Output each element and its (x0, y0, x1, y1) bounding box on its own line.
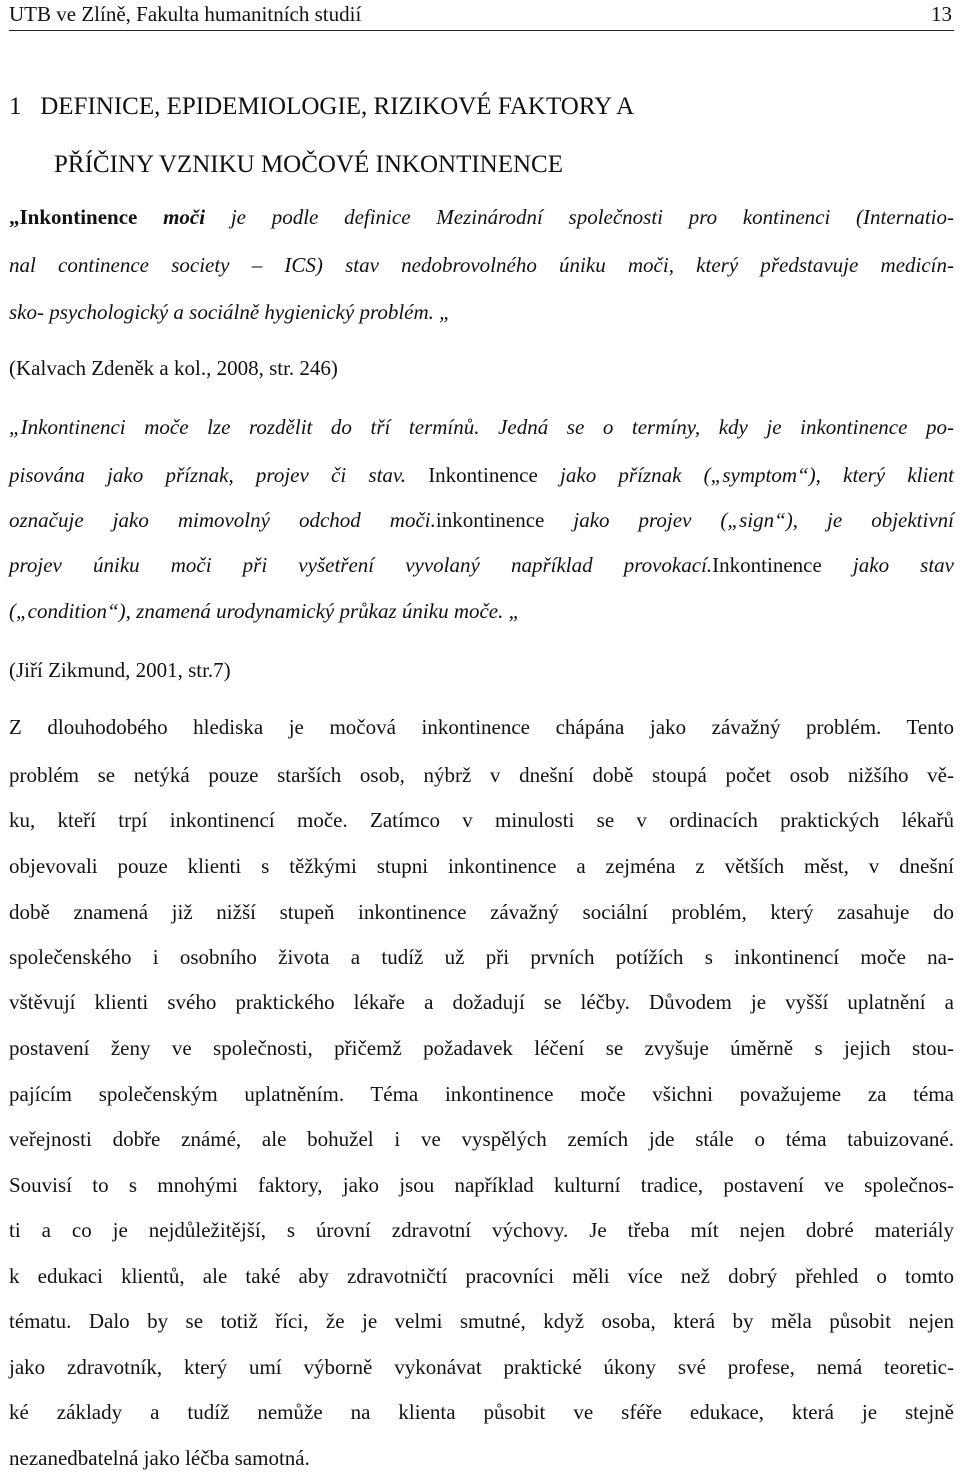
body-line: vštěvují klienti svého praktického lékaře a dožadují se léčby. Důvodem je vyšší uplatnění a (9, 990, 954, 1014)
body-line: k edukaci klientů, ale také aby zdravotničtí pracovníci měli více než dobrý přehled o tomto (9, 1264, 954, 1288)
quote2-line-2-normal: Inkontinence (428, 463, 538, 487)
quote2-citation: (Jiří Zikmund, 2001, str.7) (9, 658, 231, 682)
quote2-line-4-italic: projev úniku moči při vyšetření vyvolaný například provokací. (9, 553, 713, 577)
quote1-line-2: nal continence society – ICS) stav nedobrovolného úniku moči, který představuje medicín- (9, 253, 954, 277)
body-line: objevovali pouze klienti s těžkými stupni inkontinence a zejména z větších měst, v dnešní (9, 854, 954, 878)
chapter-number: 1 (9, 93, 22, 120)
quote1-line-3: sko- psychologický a sociálně hygienický problém. „ (9, 300, 451, 324)
quote2-line-5: („condition“), znamená urodynamický průkaz úniku moče. „ (9, 599, 521, 623)
quote2-line-3-italic: označuje jako mimovolný odchod moči. (9, 508, 436, 532)
quote2-line-3-normal: inkontinence (435, 508, 545, 532)
quote2-line-3 (9, 505, 954, 535)
quote2-line-4-rest: jako stav (821, 553, 955, 577)
body-line: ké základy a tudíž nemůže na klienta působit ve sféře edukace, která je stejně (9, 1400, 954, 1424)
chapter-title-line-2: PŘÍČINY VZNIKU MOČOVÉ INKONTINENCE (54, 151, 563, 178)
chapter-heading-line-1 (9, 78, 954, 136)
running-header (9, 0, 954, 31)
quote1-line-1 (9, 202, 954, 232)
quote2-line-2 (9, 460, 954, 490)
body-line: nezanedbatelná jako léčba samotná. (9, 1446, 310, 1470)
header-title: UTB ve Zlíně, Fakulta humanitních studií (9, 2, 362, 26)
body-line: době znamená již nižší stupeň inkontinence závažný sociální problém, který zasahuje do (9, 900, 954, 924)
body-line: postavení ženy ve společnosti, přičemž požadavek léčení se zvyšuje úměrně s jejich stou- (9, 1036, 954, 1060)
quote2-line-3-rest: jako projev („sign“), je objektivní (544, 508, 954, 532)
body-line: ku, kteří trpí inkontinencí moče. Zatímco v minulosti se v ordinacích praktických lékařů (9, 808, 954, 832)
body-line: Z dlouhodobého hlediska je močová inkontinence chápána jako závažný problém. Tento (9, 715, 954, 739)
quote1-line-1-bold: moči (163, 205, 206, 229)
quote2-line-1: „Inkontinenci moče lze rozdělit do tří termínů. Jedná se o termíny, kdy je inkontinence po- (9, 415, 954, 439)
body-line: tématu. Dalo by se totiž říci, že je velmi smutné, když osoba, která by měla působit nejen (9, 1309, 954, 1333)
body-line: veřejnosti dobře známé, ale bohužel i ve vyspělých zemích jde stále o téma tabuizované. (9, 1127, 954, 1151)
body-line: ti a co je nejdůležitější, s úrovní zdravotní výchovy. Je třeba mít nejen dobré materiály (9, 1218, 954, 1242)
body-line: problém se netýká pouze starších osob, nýbrž v dnešní době stoupá počet osob nižšího vě- (9, 763, 954, 787)
quote1-line-1-rest: je podle definice Mezinárodní společnosti pro kontinenci (Internatio- (205, 205, 955, 229)
body-line: Souvisí to s mnohými faktory, jako jsou například kulturní tradice, postavení ve společnos- (9, 1173, 954, 1197)
body-line: pajícím společenským uplatněním. Téma inkontinence moče všichni považujeme za téma (9, 1082, 954, 1106)
quote2-line-4 (9, 550, 954, 580)
chapter-heading (9, 78, 954, 194)
quote2-line-4-normal: Inkontinence (712, 553, 822, 577)
chapter-heading-line-2 (9, 136, 954, 194)
body-line: společenského i osobního života a tudíž už při prvních potížích s inkontinencí moče na- (9, 945, 954, 969)
chapter-title-line-1: DEFINICE, EPIDEMIOLOGIE, RIZIKOVÉ FAKTORY A (40, 93, 635, 120)
page-number: 13 (931, 2, 952, 26)
quote2-line-2-rest: jako příznak („symptom“), který klient (537, 463, 955, 487)
quote1-line-1-prefix: „Inkontinence (9, 205, 164, 229)
quote2-line-2-italic: pisována jako příznak, projev či stav. (9, 463, 429, 487)
body-line: jako zdravotník, který umí výborně vykonávat praktické úkony své profese, nemá teoretic- (9, 1355, 954, 1379)
quote1-citation: (Kalvach Zdeněk a kol., 2008, str. 246) (9, 356, 338, 380)
